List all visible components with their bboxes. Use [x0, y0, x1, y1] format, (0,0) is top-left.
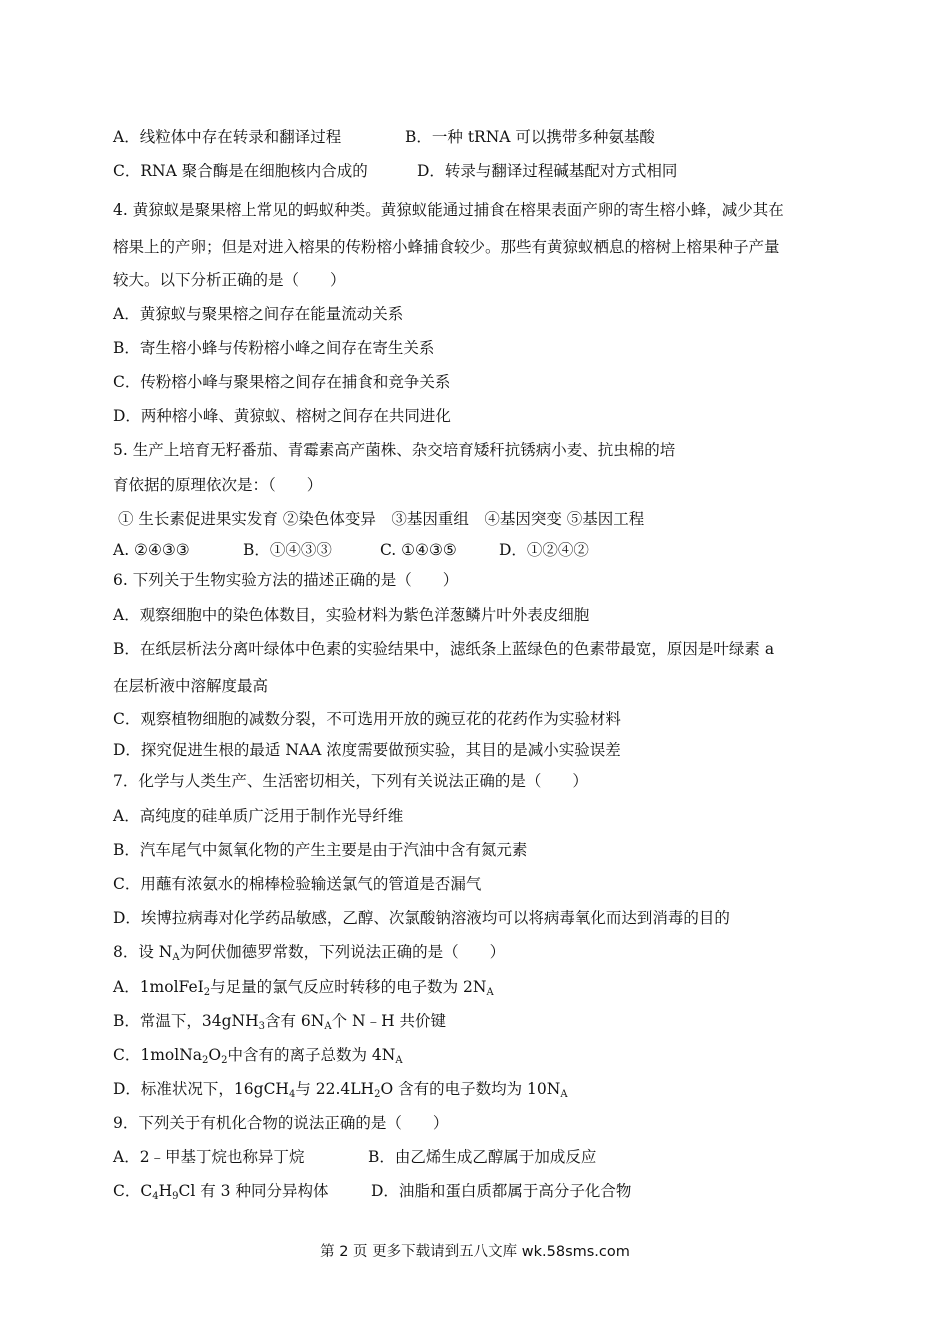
- q3-option-d: D．转录与翻译过程碱基配对方式相同: [417, 162, 678, 180]
- q9-c-sub-2: 9: [172, 1191, 179, 1202]
- q8-stem-text: 8．设 N: [113, 943, 173, 961]
- q7-option-a: A．高纯度的硅单质广泛用于制作光导纤维: [113, 807, 404, 825]
- q3-option-a: A．线粒体中存在转录和翻译过程: [113, 128, 342, 146]
- q8-option-a: [113, 977, 494, 997]
- q7-option-b: B．汽车尾气中氮氧化物的产生主要是由于汽油中含有氮元素: [113, 841, 528, 859]
- q4-option-b: B．寄生榕小蜂与传粉榕小峰之间存在寄生关系: [113, 339, 435, 357]
- q9-options-row-2: [113, 1181, 631, 1201]
- q5-option-a: A. ②④③③: [113, 541, 190, 559]
- page-footer: 第 2 页 更多下载请到五八文库 wk.58sms.com: [320, 1244, 630, 1260]
- q9-stem: 9．下列关于有机化合物的说法正确的是（ ）: [113, 1114, 449, 1132]
- q6-stem: 6. 下列关于生物实验方法的描述正确的是（ ）: [113, 571, 459, 589]
- q5-options-row: [113, 540, 589, 560]
- q4-option-c: C．传粉榕小峰与聚果榕之间存在捕食和竞争关系: [113, 373, 451, 391]
- q6-option-b-line-1: B．在纸层析法分离叶绿体中色素的实验结果中，滤纸条上蓝绿色的色素带最宽，原因是叶绿素 a: [113, 640, 775, 658]
- q8-d-text-2: 与 22.4LH: [295, 1080, 375, 1098]
- q9-c-sub-1: 4: [152, 1191, 159, 1202]
- q3-option-b: B．一种 tRNA 可以携带多种氨基酸: [405, 128, 655, 146]
- q5-choices: ① 生长素促进果实发育 ②染色体变异 ③基因重组 ④基因突变 ⑤基因工程: [118, 510, 645, 528]
- q8-c-sub-3: A: [395, 1055, 403, 1066]
- q8-b-text-2: 含有 6N: [265, 1012, 325, 1030]
- q5-option-d: D．①②④②: [499, 541, 589, 559]
- q8-b-text-3: 个 N﹣H 共价键: [331, 1012, 447, 1030]
- q8-d-text: D．标准状况下，16gCH: [113, 1080, 289, 1098]
- q9-options-row-1: [113, 1147, 596, 1167]
- q5-option-b: B．①④③③: [243, 541, 332, 559]
- q3-options-row-2: [113, 161, 677, 181]
- q6-option-d: D．探究促进生根的最适 NAA 浓度需要做预实验，其目的是减小实验误差: [113, 741, 621, 759]
- q8-option-c: [113, 1045, 403, 1065]
- q8-stem-text-2: 为阿伏伽德罗常数，下列说法正确的是（ ）: [179, 943, 506, 961]
- q9-option-d: D．油脂和蛋白质都属于高分子化合物: [371, 1182, 632, 1200]
- q7-stem: 7．化学与人类生产、生活密切相关，下列有关说法正确的是（ ）: [113, 772, 588, 790]
- q8-b-sub-1: 3: [258, 1021, 265, 1032]
- q4-stem-line-2: 榕果上的产卵；但是对进入榕果的传粉榕小蜂捕食较少。那些有黄猄蚁栖息的榕树上榕果种子产量: [113, 238, 780, 256]
- q8-d-sub-1: 4: [288, 1089, 296, 1100]
- q9-c-text: C．C: [113, 1182, 153, 1200]
- q9-c-text-3: Cl 有 3 种同分异构体: [178, 1182, 329, 1200]
- q8-d-sub-2: 2: [374, 1089, 381, 1100]
- q8-option-d: [113, 1079, 568, 1099]
- q8-d-text-3: O 含有的电子数均为 10N: [380, 1080, 561, 1098]
- q8-a-text: A．1molFeI: [113, 978, 204, 996]
- q3-options-row-1: [113, 127, 655, 147]
- q9-option-c: [113, 1181, 371, 1201]
- q8-c-sub-2: 2: [221, 1055, 228, 1066]
- q5-option-c: C. ①④③⑤: [380, 541, 457, 559]
- q8-option-b: [113, 1011, 446, 1031]
- q8-a-sub-1: 2: [203, 987, 211, 998]
- q8-c-text-3: 中含有的离子总数为 4N: [227, 1046, 396, 1064]
- q8-d-sub-3: A: [560, 1089, 568, 1100]
- q6-option-b-line-2: 在层析液中溶解度最高: [113, 677, 269, 695]
- q8-c-text: C．1molNa: [113, 1046, 203, 1064]
- q4-stem-line-1: 4. 黄猄蚁是聚果榕上常见的蚂蚁种类。黄猄蚁能通过捕食在榕果表面产卵的寄生榕小蜂，减少其在: [113, 201, 784, 219]
- q8-b-text: B．常温下，34gNH: [113, 1012, 259, 1030]
- q8-a-sub-2: A: [486, 987, 494, 998]
- q4-option-d: D．两种榕小峰、黄猄蚁、榕树之间存在共同进化: [113, 407, 451, 425]
- q5-stem-line-2: 育依据的原理依次是：（ ）: [113, 476, 323, 494]
- q9-option-a: A．2﹣甲基丁烷也称异丁烷: [113, 1148, 305, 1166]
- q8-a-text-2: 与足量的氯气反应时转移的电子数为 2N: [210, 978, 487, 996]
- q5-stem-line-1: 5. 生产上培育无籽番茄、青霉素高产菌株、杂交培育矮秆抗锈病小麦、抗虫棉的培: [113, 441, 676, 459]
- q8-c-text-2: O: [208, 1046, 222, 1064]
- q7-option-d: D．埃博拉病毒对化学药品敏感，乙醇、次氯酸钠溶液均可以将病毒氧化而达到消毒的目的: [113, 909, 730, 927]
- q9-c-text-2: H: [158, 1182, 173, 1200]
- q3-option-c: C．RNA 聚合酶是在细胞核内合成的: [113, 162, 368, 180]
- q4-stem-line-3: 较大。以下分析正确的是（ ）: [113, 271, 346, 289]
- q8-stem-subscript: A: [172, 952, 180, 963]
- q4-option-a: A．黄猄蚁与聚果榕之间存在能量流动关系: [113, 305, 404, 323]
- q9-option-b: B．由乙烯生成乙醇属于加成反应: [368, 1148, 597, 1166]
- q8-b-sub-2: A: [324, 1021, 332, 1032]
- q7-option-c: C．用蘸有浓氨水的棉棒检验输送氯气的管道是否漏气: [113, 875, 482, 893]
- q6-option-c: C．观察植物细胞的减数分裂，不可选用开放的豌豆花的花药作为实验材料: [113, 710, 621, 728]
- q8-c-sub-1: 2: [202, 1055, 209, 1066]
- q8-stem: [113, 942, 505, 962]
- q6-option-a: A．观察细胞中的染色体数目，实验材料为紫色洋葱鳞片叶外表皮细胞: [113, 606, 590, 624]
